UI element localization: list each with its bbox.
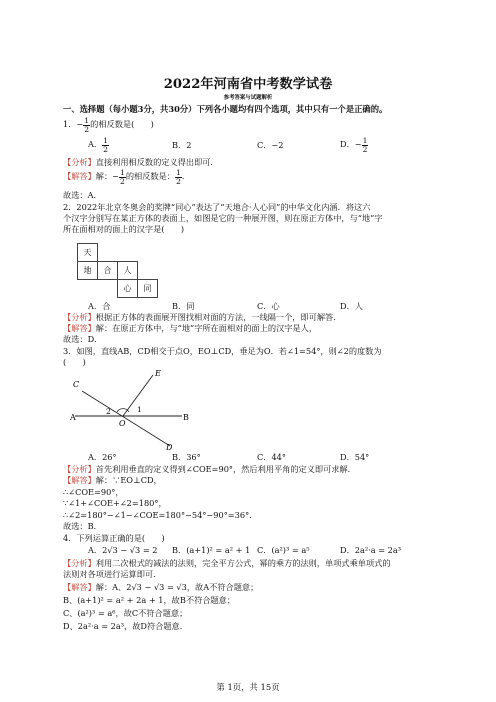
q2-answer (63, 323, 317, 334)
cube-face-6: 同 (137, 279, 158, 298)
q1-answer-num: 1 (120, 168, 125, 177)
q1-answer-fraction (119, 169, 126, 185)
q1-answer-end: ． (181, 171, 191, 182)
q1-opt-a-num: 1 (103, 136, 108, 145)
q4-analysis-line1: 利用二次根式的减法的法则，完全平方公式，幂的乘方的法则，单项式乘单项式的 (95, 558, 391, 568)
q1-opt-a-label: A． (88, 139, 103, 150)
cube-face-3: 合 (97, 261, 118, 280)
q3-conclusion: 故选：B． (63, 521, 102, 531)
q2-analysis (63, 312, 341, 323)
q1-answer-mid: 的相反数是： (125, 171, 175, 182)
q1-answer-num-2: 1 (176, 168, 181, 177)
q3-answer-line1: 解：∵EO⊥CD， (95, 475, 162, 485)
q2-answer-text: 解：在原正方体中，与“地”字所在面相对的面上的汉字是人， (95, 323, 318, 333)
q2-stem-line3: 所在面相对的面上的汉字是( ) (63, 224, 185, 234)
q1-answer (63, 169, 190, 185)
label-angle-1: 1 (137, 405, 142, 414)
q3-option-d: D．54° (340, 452, 370, 462)
q1-opt-a-fraction (102, 137, 109, 153)
q1-option-b: B．2 (172, 140, 192, 150)
q3-stem-line2: ( ) (63, 357, 86, 367)
q3-option-c: C．44° (257, 452, 286, 462)
q1-answer-prefix: 解：− (95, 171, 120, 182)
q4-analysis-tag: 【分析】 (63, 558, 96, 568)
q1-frac-den: 2 (84, 124, 90, 134)
q2-stem-line2: 个汉字分别写在某正方体的表面上，如图是它的一种展开图，则在原正方体中，与“地”字 (63, 213, 383, 223)
q3-analysis-text: 首先利用垂直的定义得到∠COE=90°，然后利用平角的定义即可求解． (95, 464, 356, 474)
q1-opt-d-den: 2 (362, 144, 368, 154)
q2-option-c: C．心 (257, 301, 280, 311)
q4-stem: 4．下列运算正确的是( ) (63, 533, 165, 543)
page-subtitle: 参考答案与试题解析 (223, 95, 273, 101)
q2-analysis-tag: 【分析】 (63, 312, 96, 322)
section-heading: 一、选择题（每小题3分，共30分）下列各小题均有四个选项，其中只有一个是正确的。 (63, 104, 388, 114)
q3-answer-line2: ∴∠COE=90°， (63, 487, 124, 497)
q1-opt-a-den: 2 (103, 144, 108, 154)
label-d: D (166, 443, 173, 450)
q1-conclusion: 故选：A． (63, 190, 102, 200)
line-cd (82, 391, 170, 446)
q1-answer-den: 2 (120, 176, 125, 186)
page-title: 2022年河南省中考数学试卷 (163, 77, 333, 92)
q1-opt-d-label: D．− (340, 139, 362, 150)
label-o: O (119, 419, 126, 428)
q1-answer-fraction-2 (175, 169, 182, 185)
q4-answer-line3: C、(a²)³ = a⁶，故C不符合题意； (63, 608, 188, 618)
q4-option-b: B．(a+1)² = a² + 1 (172, 545, 251, 555)
cube-face-2: 地 (77, 261, 98, 280)
label-b: B (183, 413, 189, 422)
q4-answer-tag: 【解答】 (63, 582, 96, 592)
q4-analysis-line2: 法则对各项进行运算即可． (63, 569, 162, 579)
q4-option-a: A．2√3 − √3 = 2 (88, 545, 158, 555)
q1-answer-den-2: 2 (176, 176, 181, 186)
label-a: A (70, 413, 76, 422)
q3-analysis (63, 464, 356, 475)
q1-number: 1． (63, 119, 77, 130)
cube-face-1: 天 (77, 243, 98, 262)
q1-minus: − (76, 119, 84, 130)
q4-answer-line2: B、(a+1)² = a² + 2a + 1，故B不符合题意； (63, 595, 236, 605)
q1-option-d (340, 137, 368, 153)
q2-option-d: D．人 (340, 301, 363, 311)
q1-option-c: C．−2 (257, 140, 284, 150)
q2-analysis-text: 根据正方体的表面展开图找相对面的方法，一线隔一个，即可解答． (95, 312, 342, 322)
q3-answer-line3: ∵∠1+∠COE+∠2=180°， (63, 498, 167, 508)
q1-opt-d-num: 1 (362, 136, 368, 145)
q1-stem-text: 的相反数是( ) (90, 119, 154, 130)
q1-analysis-text: 直接利用相反数的定义得出即可． (95, 157, 219, 167)
cube-face-4: 人 (117, 261, 138, 280)
q3-option-a: A．26° (88, 452, 117, 462)
q4-option-d: D．2a²·a = 2a³ (340, 545, 402, 555)
q1-stem (63, 117, 154, 133)
label-c: C (73, 380, 80, 389)
q2-option-a: A．合 (88, 301, 111, 311)
q4-answer-line1: 解：A、2√3 − √3 = √3，故A不符合题意； (95, 582, 259, 592)
q2-option-b: B．同 (172, 301, 195, 311)
q3-stem-line1: 3．如图，直线AB，CD相交于点O，EO⊥CD，垂足为O．若∠1=54°，则∠2的度数为 (63, 346, 382, 356)
q1-analysis-tag: 【分析】 (63, 157, 96, 167)
intersecting-lines-figure (70, 368, 200, 450)
q4-answer (63, 582, 258, 593)
q1-opt-d-fraction (362, 137, 369, 153)
q4-analysis (63, 558, 391, 569)
q3-analysis-tag: 【分析】 (63, 464, 96, 474)
label-angle-2: 2 (106, 407, 111, 416)
q3-option-b: B．36° (172, 452, 201, 462)
q4-option-c: C．(a²)³ = a⁵ (257, 545, 310, 555)
q1-analysis (63, 157, 219, 168)
q3-answer (63, 475, 162, 486)
q1-answer-tag: 【解答】 (63, 171, 96, 182)
q1-frac-num: 1 (84, 116, 90, 125)
q3-answer-tag: 【解答】 (63, 475, 96, 485)
q2-conclusion: 故选：D． (63, 334, 103, 344)
q1-option-a (88, 137, 109, 153)
q2-answer-tag: 【解答】 (63, 323, 96, 333)
page-footer: 第 1页，共 15页 (216, 682, 280, 692)
q2-stem-line1: 2．2022年北京冬奥会的奖牌“同心”表达了“天地合·人心同”的中华文化内涵．将这六 (63, 202, 371, 212)
cube-face-5: 心 (117, 279, 138, 298)
q4-answer-line4: D、2a²·a = 2a³，故D符合题意． (63, 621, 188, 631)
q3-answer-line4: ∴∠2=180°−∠1−∠COE=180°−54°−90°=36°． (63, 510, 258, 520)
angle-arc (117, 409, 129, 412)
label-e: E (155, 369, 161, 378)
